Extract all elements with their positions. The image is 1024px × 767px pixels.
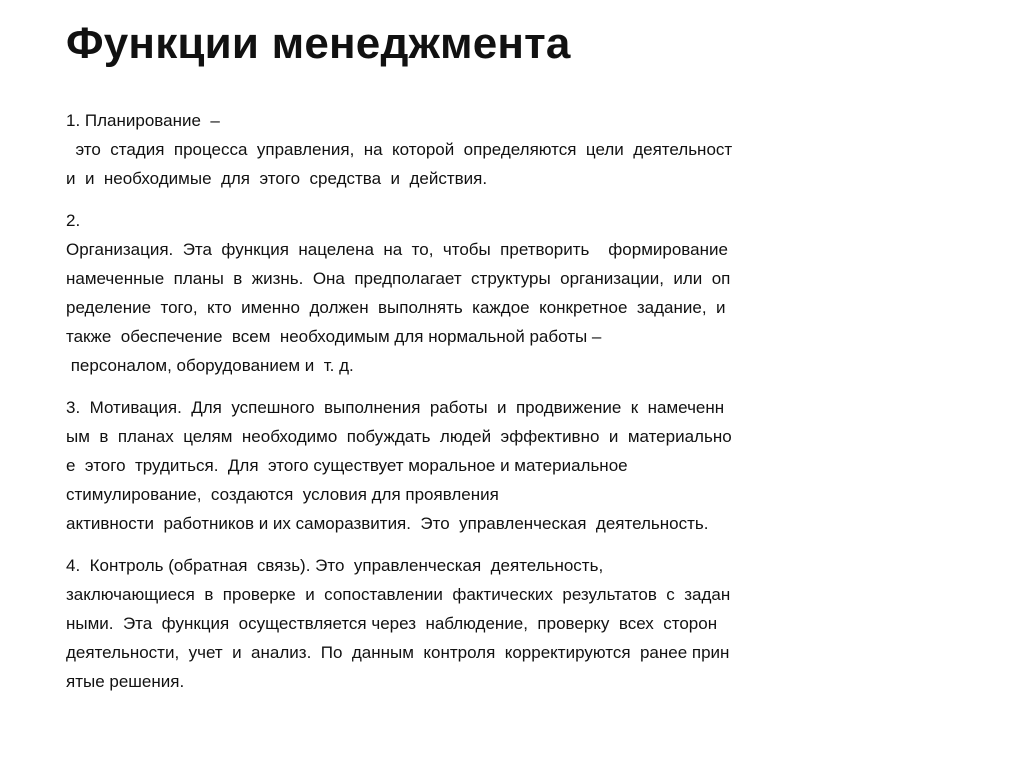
text-line: 4. Контроль (обратная связь). Это управленческая деятельность, xyxy=(66,556,604,575)
text-line: ым в планах целям необходимо побуждать людей эффективно и материально xyxy=(66,427,732,446)
text-line: 3. Мотивация. Для успешного выполнения работы и продвижение к намеченн xyxy=(66,398,725,417)
text-line: 2. xyxy=(66,211,81,230)
section-planning xyxy=(66,106,866,193)
text-line: ными. Эта функция осуществляется через наблюдение, проверку всех сторон xyxy=(66,614,718,633)
text-line: деятельности, учет и анализ. По данным контроля корректируются ранее прин xyxy=(66,643,730,662)
slide-body xyxy=(66,106,866,696)
text-line: это стадия процесса управления, на которой определяются цели деятельност xyxy=(66,140,733,159)
text-line: 1. Планирование – xyxy=(66,111,220,130)
text-line: намеченные планы в жизнь. Она предполагает структуры организации, или оп xyxy=(66,269,731,288)
text-line: ределение того, кто именно должен выполнять каждое конкретное задание, и xyxy=(66,298,726,317)
slide-title: Функции менеджмента xyxy=(66,19,571,68)
section-motivation xyxy=(66,393,866,538)
text-line: также обеспечение всем необходимым для нормальной работы – xyxy=(66,327,602,346)
text-line: и и необходимые для этого средства и действия. xyxy=(66,169,488,188)
text-line: активности работников и их саморазвития. Это управленческая деятельность. xyxy=(66,514,709,533)
section-organization xyxy=(66,206,866,380)
text-line: е этого трудиться. Для этого существует моральное и материальное xyxy=(66,456,628,475)
text-line: Организация. Эта функция нацелена на то, чтобы претворить формирование xyxy=(66,240,728,259)
text-line: ятые решения. xyxy=(66,672,185,691)
text-line: стимулирование, создаются условия для проявления xyxy=(66,485,499,504)
text-line: заключающиеся в проверке и сопоставлении фактических результатов с задан xyxy=(66,585,731,604)
text-line: персоналом, оборудованием и т. д. xyxy=(66,356,354,375)
section-control xyxy=(66,551,866,696)
